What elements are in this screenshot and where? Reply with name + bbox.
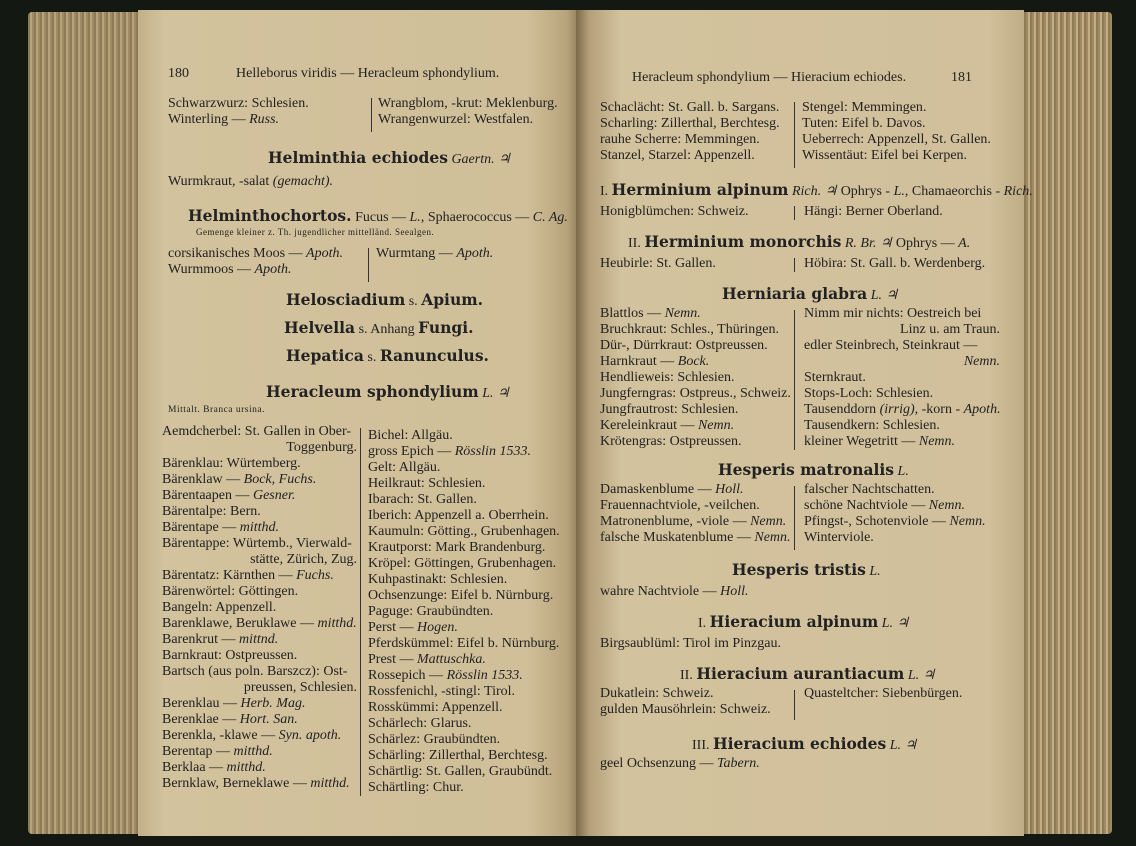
list-item — [600, 386, 791, 402]
entry-text: Bärenklaw — — [162, 472, 244, 487]
moos-entries-right: Wurmtang — Apoth. — [376, 246, 494, 261]
entry-text: Rossepich — — [368, 668, 447, 683]
list-item — [600, 530, 791, 546]
entry-text: Bärentape — — [162, 520, 240, 535]
entry-text: Barnkraut: Ostpreussen. — [162, 648, 298, 663]
entry-source: Nemn. — [928, 498, 965, 513]
entry-text: Heilkraut: Schlesien. — [368, 476, 486, 491]
entry-text: Nimm mir nichts: Oestreich bei — [804, 306, 982, 321]
list-item — [368, 748, 578, 764]
list-item — [368, 540, 578, 556]
list-item — [804, 354, 1000, 370]
column-divider — [371, 98, 372, 132]
species-note: Gemenge kleiner z. Th. jugendlicher mittelländ. Seealgen. — [196, 227, 435, 237]
entry-source: Hogen. — [417, 620, 458, 635]
list-item — [804, 322, 1000, 338]
entry-source: mitthd. — [239, 520, 280, 535]
name-column-right — [368, 428, 578, 796]
entry-text: Linz u. am Traun. — [900, 322, 1000, 337]
list-item — [162, 728, 357, 744]
column-divider — [794, 310, 795, 450]
list-item — [804, 338, 1000, 354]
list-item — [162, 632, 357, 648]
entry-source: Nemn. — [754, 530, 791, 545]
list-item — [162, 552, 357, 568]
entry-text: edler Steinbrech, Steinkraut — — [804, 338, 978, 353]
entry-text: Stops-Loch: Schlesien. — [804, 386, 934, 401]
species-heading: II. Hieracium aurantiacum L. ♃ — [680, 664, 936, 683]
species-heading: Helminthochortos. Fucus — L., Sphaerococcus — C. Ag. — [188, 206, 568, 225]
entry-text: Pferdskümmel: Eifel b. Nürnburg. — [368, 636, 560, 651]
list-item — [162, 568, 357, 584]
entry-text: Apoth. — [963, 402, 1001, 417]
list-item — [162, 520, 357, 536]
list-item — [600, 434, 791, 450]
list-item — [162, 680, 357, 696]
list-item — [368, 524, 578, 540]
entry-text: Bärentaapen — — [162, 488, 253, 503]
list-item — [368, 556, 578, 572]
list-item — [162, 456, 357, 472]
list-item — [368, 444, 578, 460]
top-entries-right: Stengel: Memmingen. Tuten: Eifel b. Davos. Ueberrech: Appenzell, St. Gallen. Wissentäut: Eifel bei Kerpen. — [802, 100, 991, 163]
entry-source: Mattuschka. — [417, 652, 486, 667]
entry-source: Nemn. — [949, 514, 986, 529]
entry-source: Gesner. — [252, 488, 296, 503]
cross-reference: Hepatica s. Ranunculus. — [286, 346, 489, 365]
list-item — [162, 744, 357, 760]
entry-source: Nemn. — [697, 418, 735, 433]
entry-text: Perst — — [368, 620, 417, 635]
entry-text: Jungferngras: Ostpreus., Schweiz. — [600, 386, 791, 401]
list-item — [162, 712, 357, 728]
list-item — [162, 616, 357, 632]
entry-source: Holl. — [715, 482, 744, 497]
list-item — [368, 460, 578, 476]
entry-text: Barenklawe, Beruklawe — — [162, 616, 318, 631]
entry-text: falsche Muskatenblume — — [600, 530, 755, 545]
entry-source: Fuchs. — [296, 568, 334, 583]
list-item — [804, 434, 1000, 450]
entry: geel Ochsenzung — Tabern. — [600, 756, 760, 771]
entry-text: Blattlos — — [600, 306, 665, 321]
entry-text: Toggenburg. — [286, 440, 357, 455]
species-heading: Hesperis matronalis L. — [718, 460, 909, 479]
entry-source: Nemn. — [750, 514, 787, 529]
entry-text: Iberich: Appenzell a. Oberrhein. — [368, 508, 549, 523]
moos-entries-left: corsikanisches Moos — Apoth. Wurmmoos — Apoth. — [168, 246, 343, 277]
page-number: 180 — [168, 66, 189, 81]
list-item — [600, 498, 791, 514]
list-item — [162, 504, 357, 520]
entry-source: Nemn. — [664, 306, 701, 321]
herniaria-column-left — [600, 306, 791, 450]
list-item — [162, 440, 357, 456]
list-item — [368, 652, 578, 668]
entry-text: Schärlech: Glarus. — [368, 716, 472, 731]
species-note: Mittalt. Branca ursina. — [168, 405, 265, 415]
list-item — [600, 482, 791, 498]
hesperis-column-right — [804, 482, 986, 546]
entry-text: Tausendkern: Schlesien. — [804, 418, 940, 433]
list-item — [368, 572, 578, 588]
list-item — [368, 508, 578, 524]
list-item — [162, 472, 357, 488]
list-item — [368, 588, 578, 604]
entry: Hängi: Berner Oberland. — [804, 204, 943, 219]
list-item — [368, 476, 578, 492]
entry-source: mitthd. — [310, 776, 350, 791]
entry-text: Pfingst-, Schotenviole — — [804, 514, 950, 529]
species-heading: I. Herminium alpinum Rich. ♃ Ophrys - L., Chamaeorchis - Rich. — [600, 180, 1033, 199]
entry-text: Sternkraut. — [804, 370, 866, 385]
entry-source: Rösslin 1533. — [446, 668, 523, 683]
right-page — [576, 10, 1033, 836]
top-entries-left: Schwarzwurz: Schlesien. Winterling — Russ. — [168, 96, 309, 127]
entry-text: Bartsch (aus poln. Barszcz): Ost- — [162, 664, 348, 679]
list-item — [600, 418, 791, 434]
entry-text: Bichel: Allgäu. — [368, 428, 453, 443]
entry-source: mitthd. — [233, 744, 273, 759]
entry-text: , -korn - — [914, 402, 964, 417]
cross-reference: Helvella s. Anhang Fungi. — [284, 318, 474, 337]
entry-text: Kaumuln: Götting., Grubenhagen. — [368, 524, 560, 539]
species-heading: II. Herminium monorchis R. Br. ♃ Ophrys — A. — [628, 232, 971, 251]
column-divider — [794, 486, 795, 550]
entry-text: Hendlieweis: Schlesien. — [600, 370, 735, 385]
entry-text: Bärentatz: Kärnthen — — [162, 568, 297, 583]
entry-text: Bärenwörtel: Göttingen. — [162, 584, 299, 599]
hieracium-column-right: Quasteltcher: Siebenbürgen. — [804, 686, 963, 701]
entry: wahre Nachtviole — Holl. — [600, 584, 749, 599]
entry-text: Schärtling: Chur. — [368, 780, 464, 795]
entry-source: Bock. — [677, 354, 710, 369]
entry-text: Ochsenzunge: Eifel b. Nürnburg. — [368, 588, 554, 603]
entry-text: Damaskenblume — — [600, 482, 716, 497]
top-entries-left: Schaclächt: St. Gall. b. Sargans. Scharling: Zillerthal, Berchtesg. rauhe Scherre: Memmingen. Stanzel, Starzel: Appenzell. — [600, 100, 780, 163]
list-item — [804, 498, 986, 514]
entry-text: Berenklae — — [162, 712, 240, 727]
column-divider — [368, 248, 369, 282]
entry-text: Schärtlig: St. Gallen, Graubündt. — [368, 764, 553, 779]
entry-source: mitthd. — [226, 760, 266, 775]
entry-text: Rossfenichl, -stingl: Tirol. — [368, 684, 516, 699]
entry: Wurmkraut, -salat (gemacht). — [168, 174, 334, 189]
column-divider — [794, 258, 795, 272]
entry-text: Harnkraut — — [600, 354, 678, 369]
entry-source: mittnd. — [238, 632, 279, 647]
entry-text: kleiner Wegetritt — — [804, 434, 919, 449]
list-item — [368, 492, 578, 508]
list-item — [600, 338, 791, 354]
entry-text: Frauennachtviole, -veilchen. — [600, 498, 760, 513]
list-item — [804, 418, 1000, 434]
entry-text: gross Epich — — [368, 444, 455, 459]
entry: Honigblümchen: Schweiz. — [600, 204, 749, 219]
list-item — [804, 530, 986, 546]
species-heading: Heracleum sphondylium L. ♃ — [266, 382, 510, 401]
hesperis-column-left — [600, 482, 791, 546]
entry-text: Bärenklau: Würtemberg. — [162, 456, 301, 471]
list-item — [600, 322, 791, 338]
name-column-left — [162, 424, 357, 792]
entry-text: Aemdcherbel: St. Gallen in Ober- — [162, 424, 352, 439]
entry-text: Krautporst: Mark Brandenburg. — [368, 540, 546, 555]
column-divider — [794, 102, 795, 168]
entry-text: Bangeln: Appenzell. — [162, 600, 277, 615]
list-item — [162, 424, 357, 440]
entry-text: Gelt: Allgäu. — [368, 460, 441, 475]
entry-source: Nemn. — [918, 434, 956, 449]
entry-text: Kuhpastinakt: Schlesien. — [368, 572, 508, 587]
entry-source: Rösslin 1533. — [454, 444, 531, 459]
entry-source: Herb. Mag. — [240, 696, 306, 711]
list-item — [368, 732, 578, 748]
page-edges-left — [28, 12, 156, 834]
list-item — [600, 514, 791, 530]
list-item — [162, 536, 357, 552]
page-number: 181 — [951, 70, 972, 85]
entry-text: falscher Nachtschatten. — [804, 482, 935, 497]
list-item — [804, 482, 986, 498]
entry-text: Berentap — — [162, 744, 234, 759]
list-item — [162, 600, 357, 616]
page-edges-right — [1020, 12, 1112, 834]
left-page — [138, 10, 580, 836]
herniaria-column-right — [804, 306, 1000, 450]
list-item — [162, 760, 357, 776]
list-item — [804, 402, 1000, 418]
list-item — [162, 488, 357, 504]
entry-text: Bernklaw, Berneklawe — — [162, 776, 311, 791]
list-item — [368, 780, 578, 796]
entry-text: Krötengras: Ostpreussen. — [600, 434, 742, 449]
list-item — [600, 402, 791, 418]
entry-text: Matronenblume, -viole — — [600, 514, 751, 529]
entry-text: Berenklau — — [162, 696, 241, 711]
entry: Birgsaublüml: Tirol im Pinzgau. — [600, 636, 781, 651]
species-heading: III. Hieracium echiodes L. ♃ — [692, 734, 918, 753]
entry-text: preussen, Schlesien. — [243, 680, 357, 695]
species-heading: Helminthia echiodes Gaertn. ♃ — [268, 148, 511, 167]
species-heading: I. Hieracium alpinum L. ♃ — [698, 612, 910, 631]
entry-text: Berenkla, -klawe — — [162, 728, 279, 743]
list-item — [804, 306, 1000, 322]
entry-text: Kröpel: Göttingen, Grubenhagen. — [368, 556, 557, 571]
list-item — [804, 514, 986, 530]
entry-text: Jungfrautrost: Schlesien. — [600, 402, 739, 417]
entry-source: Bock, Fuchs. — [243, 472, 317, 487]
list-item — [804, 386, 1000, 402]
entry-source: Syn. apoth. — [278, 728, 342, 743]
entry-source: mitthd. — [317, 616, 357, 631]
column-divider — [360, 428, 361, 796]
entry-text: Kereleinkraut — — [600, 418, 698, 433]
entry-text: Bärentalpe: Bern. — [162, 504, 261, 519]
entry-text: Paguge: Graubündten. — [368, 604, 494, 619]
entry-text: Prest — — [368, 652, 417, 667]
column-divider — [794, 690, 795, 720]
entry-text: Tausenddorn — [804, 402, 880, 417]
entry-text: Ibarach: St. Gallen. — [368, 492, 477, 507]
cross-reference: Helosciadium s. Apium. — [286, 290, 484, 309]
entry-text: (irrig) — [879, 402, 915, 417]
entry-source: Hort. San. — [239, 712, 298, 727]
list-item — [368, 764, 578, 780]
list-item — [368, 716, 578, 732]
entry-text: Bruchkraut: Schles., Thüringen. — [600, 322, 779, 337]
entry-text: Bärentappe: Würtemb., Vierwald- — [162, 536, 352, 551]
list-item — [162, 696, 357, 712]
entry-text: Berklaa — — [162, 760, 227, 775]
hieracium-column-left: Dukatlein: Schweiz. gulden Mausöhrlein: Schweiz. — [600, 686, 771, 717]
list-item — [368, 700, 578, 716]
list-item — [162, 664, 357, 680]
species-heading: Herniaria glabra L. ♃ — [722, 284, 899, 303]
top-entries-right: Wrangblom, -krut: Meklenburg. Wrangenwurzel: Westfalen. — [378, 96, 558, 127]
entry-text: Barenkrut — — [162, 632, 239, 647]
running-head: Helleborus viridis — Heracleum sphondylium. — [236, 66, 500, 81]
species-heading: Hesperis tristis L. — [732, 560, 881, 579]
entry-text: Dür-, Dürrkraut: Ostpreussen. — [600, 338, 768, 353]
list-item — [368, 428, 578, 444]
entry-text: Schärlez: Graubündten. — [368, 732, 501, 747]
entry: Höbira: St. Gall. b. Werdenberg. — [804, 256, 986, 271]
list-item — [804, 370, 1000, 386]
list-item — [162, 648, 357, 664]
list-item — [600, 370, 791, 386]
list-item — [368, 620, 578, 636]
entry: Heubirle: St. Gallen. — [600, 256, 716, 271]
running-head: Heracleum sphondylium — Hieracium echiodes. — [632, 70, 907, 85]
entry-text: Winterviole. — [804, 530, 874, 545]
list-item — [162, 584, 357, 600]
entry-text: schöne Nachtviole — — [804, 498, 929, 513]
list-item — [368, 604, 578, 620]
list-item — [600, 354, 791, 370]
list-item — [368, 668, 578, 684]
entry-text: stätte, Zürich, Zug. — [250, 552, 357, 567]
list-item — [600, 306, 791, 322]
entry-text: Schärling: Zillerthal, Berchtesg. — [368, 748, 548, 763]
entry-source: Nemn. — [963, 354, 1000, 369]
list-item — [368, 636, 578, 652]
column-divider — [794, 206, 795, 220]
list-item — [368, 684, 578, 700]
open-book — [28, 8, 1112, 838]
list-item — [162, 776, 357, 792]
entry-text: Rosskümmi: Appenzell. — [368, 700, 503, 715]
